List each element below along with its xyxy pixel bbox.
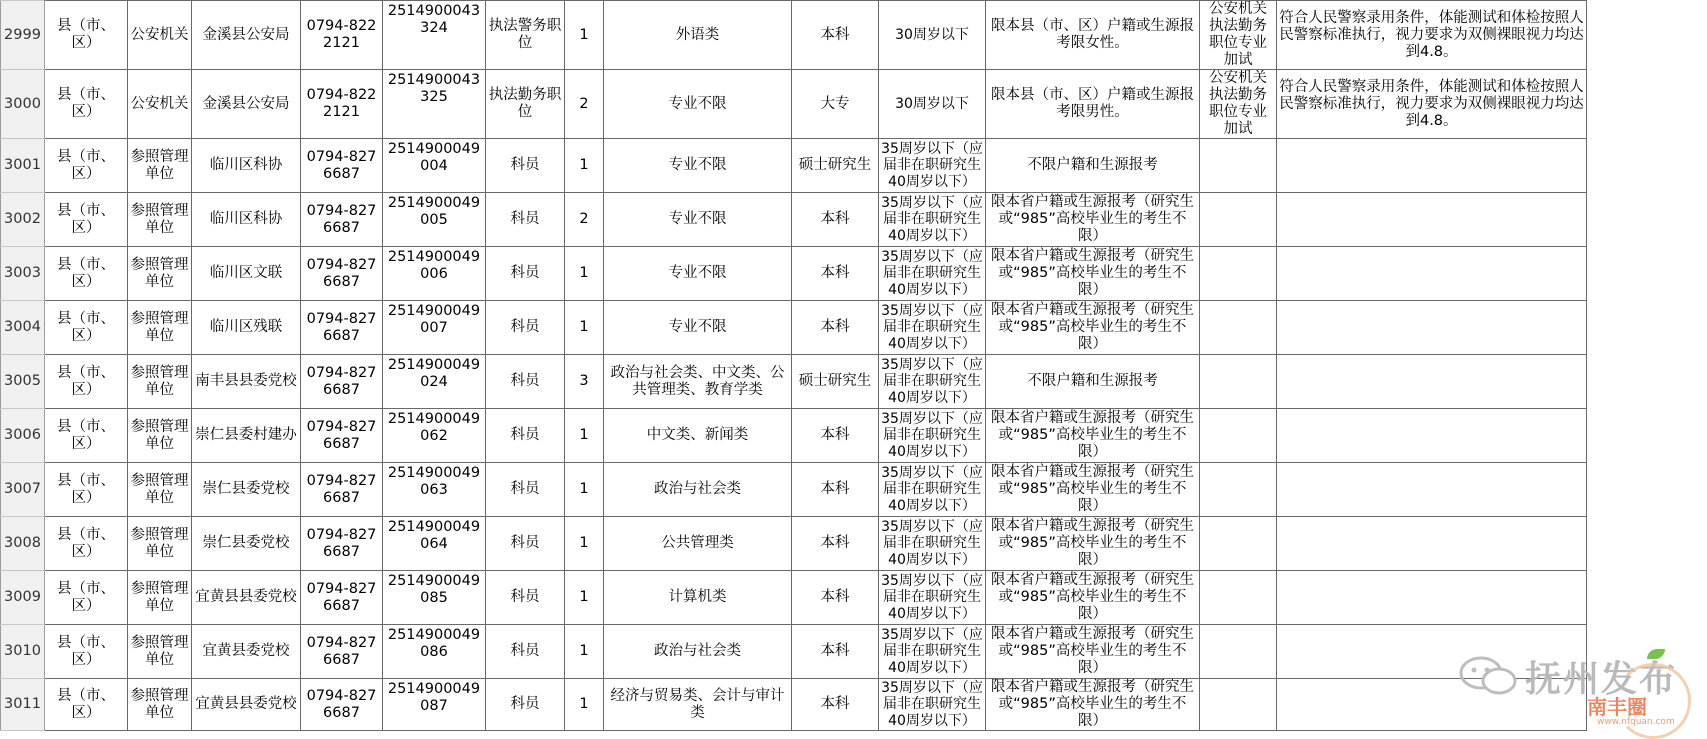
major-cell[interactable]: 专业不限 (604, 247, 792, 301)
major-cell[interactable]: 外语类 (604, 1, 792, 70)
department-cell[interactable]: 临川区科协 (192, 139, 301, 193)
education-cell[interactable]: 硕士研究生 (792, 355, 879, 409)
row-number[interactable]: 3001 (1, 139, 45, 193)
extra-test-cell[interactable] (1200, 517, 1277, 571)
unit-type-cell[interactable]: 参照管理单位 (128, 517, 192, 571)
education-cell[interactable]: 本科 (792, 571, 879, 625)
hire-count-cell[interactable]: 2 (565, 193, 604, 247)
department-cell[interactable]: 南丰县县委党校 (192, 355, 301, 409)
phone-cell[interactable]: 0794-8276687 (301, 517, 383, 571)
note-cell[interactable] (1277, 355, 1587, 409)
age-cell[interactable]: 35周岁以下（应届非在职研究生40周岁以下） (879, 247, 986, 301)
position-name-cell[interactable]: 科员 (486, 193, 565, 247)
education-cell[interactable]: 本科 (792, 679, 879, 731)
table-row[interactable] (1, 70, 1587, 139)
level-cell[interactable]: 县（市、区） (45, 355, 128, 409)
education-cell[interactable]: 本科 (792, 625, 879, 679)
extra-test-cell[interactable] (1200, 625, 1277, 679)
position-name-cell[interactable]: 科员 (486, 679, 565, 731)
department-cell[interactable]: 临川区科协 (192, 193, 301, 247)
phone-cell[interactable]: 0794-8276687 (301, 247, 383, 301)
unit-type-cell[interactable]: 参照管理单位 (128, 463, 192, 517)
department-cell[interactable]: 崇仁县委村建办 (192, 409, 301, 463)
unit-type-cell[interactable]: 公安机关 (128, 70, 192, 139)
condition-cell[interactable]: 限本省户籍或生源报考（研究生或“985”高校毕业生的考生不限） (986, 517, 1200, 571)
level-cell[interactable]: 县（市、区） (45, 409, 128, 463)
extra-test-cell[interactable] (1200, 301, 1277, 355)
extra-test-cell[interactable] (1200, 463, 1277, 517)
education-cell[interactable]: 硕士研究生 (792, 139, 879, 193)
major-cell[interactable]: 公共管理类 (604, 517, 792, 571)
note-cell[interactable] (1277, 517, 1587, 571)
phone-cell[interactable]: 0794-8222121 (301, 70, 383, 139)
condition-cell[interactable]: 不限户籍和生源报考 (986, 139, 1200, 193)
hire-count-cell[interactable]: 1 (565, 409, 604, 463)
hire-count-cell[interactable]: 1 (565, 463, 604, 517)
major-cell[interactable]: 专业不限 (604, 301, 792, 355)
age-cell[interactable]: 35周岁以下（应届非在职研究生40周岁以下） (879, 355, 986, 409)
hire-count-cell[interactable]: 2 (565, 70, 604, 139)
education-cell[interactable]: 本科 (792, 1, 879, 70)
department-cell[interactable]: 宜黄县县委党校 (192, 571, 301, 625)
position-code-cell[interactable]: 2514900043325 (383, 70, 486, 139)
unit-type-cell[interactable]: 参照管理单位 (128, 409, 192, 463)
unit-type-cell[interactable]: 参照管理单位 (128, 355, 192, 409)
note-cell[interactable]: 符合人民警察录用条件，体能测试和体检按照人民警察标准执行，视力要求为双侧裸眼视力均达到4.8。 (1277, 1, 1587, 70)
table-row[interactable] (1, 571, 1587, 625)
position-code-cell[interactable]: 2514900049006 (383, 247, 486, 301)
position-code-cell[interactable]: 2514900049024 (383, 355, 486, 409)
age-cell[interactable]: 35周岁以下（应届非在职研究生40周岁以下） (879, 517, 986, 571)
age-cell[interactable]: 30周岁以下 (879, 70, 986, 139)
condition-cell[interactable]: 限本省户籍或生源报考（研究生或“985”高校毕业生的考生不限） (986, 193, 1200, 247)
note-cell[interactable] (1277, 139, 1587, 193)
row-number[interactable]: 3009 (1, 571, 45, 625)
position-code-cell[interactable]: 2514900049063 (383, 463, 486, 517)
wechat-icon (1457, 653, 1521, 697)
position-code-cell[interactable]: 2514900049004 (383, 139, 486, 193)
condition-cell[interactable]: 限本省户籍或生源报考（研究生或“985”高校毕业生的考生不限） (986, 571, 1200, 625)
extra-test-cell[interactable] (1200, 139, 1277, 193)
age-cell[interactable]: 35周岁以下（应届非在职研究生40周岁以下） (879, 571, 986, 625)
extra-test-cell[interactable]: 公安机关执法勤务职位专业加试 (1200, 70, 1277, 139)
phone-cell[interactable]: 0794-8276687 (301, 301, 383, 355)
condition-cell[interactable]: 限本县（市、区）户籍或生源报考限女性。 (986, 1, 1200, 70)
education-cell[interactable]: 本科 (792, 301, 879, 355)
note-cell[interactable] (1277, 463, 1587, 517)
phone-cell[interactable]: 0794-8276687 (301, 463, 383, 517)
watermark-subtitle: 南丰圈 (1587, 695, 1647, 719)
department-cell[interactable]: 临川区残联 (192, 301, 301, 355)
department-cell[interactable]: 崇仁县委党校 (192, 517, 301, 571)
department-cell[interactable]: 崇仁县委党校 (192, 463, 301, 517)
row-number[interactable]: 3007 (1, 463, 45, 517)
major-cell[interactable]: 政治与社会类 (604, 463, 792, 517)
table-row[interactable] (1, 625, 1587, 679)
position-code-cell[interactable]: 2514900049005 (383, 193, 486, 247)
age-cell[interactable]: 35周岁以下（应届非在职研究生40周岁以下） (879, 625, 986, 679)
major-cell[interactable]: 专业不限 (604, 193, 792, 247)
position-name-cell[interactable]: 科员 (486, 517, 565, 571)
note-cell[interactable] (1277, 193, 1587, 247)
major-cell[interactable]: 政治与社会类 (604, 625, 792, 679)
extra-test-cell[interactable] (1200, 409, 1277, 463)
level-cell[interactable]: 县（市、区） (45, 571, 128, 625)
row-number[interactable]: 3010 (1, 625, 45, 679)
position-name-cell[interactable]: 科员 (486, 571, 565, 625)
unit-type-cell[interactable]: 参照管理单位 (128, 193, 192, 247)
level-cell[interactable]: 县（市、区） (45, 625, 128, 679)
row-number[interactable]: 3005 (1, 355, 45, 409)
position-name-cell[interactable]: 科员 (486, 139, 565, 193)
note-cell[interactable]: 符合人民警察录用条件，体能测试和体检按照人民警察标准执行，视力要求为双侧裸眼视力均达到4.8。 (1277, 70, 1587, 139)
hire-count-cell[interactable]: 1 (565, 625, 604, 679)
position-code-cell[interactable]: 2514900049085 (383, 571, 486, 625)
age-cell[interactable]: 35周岁以下（应届非在职研究生40周岁以下） (879, 139, 986, 193)
level-cell[interactable]: 县（市、区） (45, 193, 128, 247)
row-number[interactable]: 3004 (1, 301, 45, 355)
watermark-title: 抚州发布 (1525, 659, 1678, 700)
unit-type-cell[interactable]: 参照管理单位 (128, 139, 192, 193)
position-name-cell[interactable]: 科员 (486, 625, 565, 679)
phone-cell[interactable]: 0794-8276687 (301, 355, 383, 409)
table-row[interactable] (1, 409, 1587, 463)
note-cell[interactable] (1277, 247, 1587, 301)
education-cell[interactable]: 本科 (792, 463, 879, 517)
row-number[interactable]: 3003 (1, 247, 45, 301)
unit-type-cell[interactable]: 参照管理单位 (128, 301, 192, 355)
department-cell[interactable]: 宜黄县县委党校 (192, 679, 301, 731)
position-name-cell[interactable]: 科员 (486, 301, 565, 355)
hire-count-cell[interactable]: 1 (565, 1, 604, 70)
position-code-cell[interactable]: 2514900043324 (383, 1, 486, 70)
table-row[interactable] (1, 517, 1587, 571)
phone-cell[interactable]: 0794-8276687 (301, 409, 383, 463)
level-cell[interactable]: 县（市、区） (45, 463, 128, 517)
extra-test-cell[interactable] (1200, 679, 1277, 731)
age-cell[interactable]: 35周岁以下（应届非在职研究生40周岁以下） (879, 409, 986, 463)
age-cell[interactable]: 35周岁以下（应届非在职研究生40周岁以下） (879, 301, 986, 355)
age-cell[interactable]: 30周岁以下 (879, 1, 986, 70)
unit-type-cell[interactable]: 参照管理单位 (128, 625, 192, 679)
department-cell[interactable]: 金溪县公安局 (192, 70, 301, 139)
row-number[interactable]: 3002 (1, 193, 45, 247)
table-row[interactable] (1, 247, 1587, 301)
row-number[interactable]: 3000 (1, 70, 45, 139)
unit-type-cell[interactable]: 公安机关 (128, 1, 192, 70)
major-cell[interactable]: 计算机类 (604, 571, 792, 625)
level-cell[interactable]: 县（市、区） (45, 247, 128, 301)
condition-cell[interactable]: 限本县（市、区）户籍或生源报考限男性。 (986, 70, 1200, 139)
phone-cell[interactable]: 0794-8276687 (301, 193, 383, 247)
note-cell[interactable] (1277, 301, 1587, 355)
note-cell[interactable] (1277, 409, 1587, 463)
education-cell[interactable]: 本科 (792, 517, 879, 571)
phone-cell[interactable]: 0794-8276687 (301, 571, 383, 625)
extra-test-cell[interactable] (1200, 193, 1277, 247)
position-code-cell[interactable]: 2514900049086 (383, 625, 486, 679)
education-cell[interactable]: 本科 (792, 247, 879, 301)
watermark-logo (1449, 641, 1689, 733)
department-cell[interactable]: 宜黄县委党校 (192, 625, 301, 679)
major-cell[interactable]: 经济与贸易类、会计与审计类 (604, 679, 792, 731)
unit-type-cell[interactable]: 参照管理单位 (128, 247, 192, 301)
row-number[interactable]: 3008 (1, 517, 45, 571)
position-name-cell[interactable]: 执法警务职位 (486, 1, 565, 70)
age-cell[interactable]: 35周岁以下（应届非在职研究生40周岁以下） (879, 679, 986, 731)
major-cell[interactable]: 专业不限 (604, 139, 792, 193)
row-number[interactable]: 2999 (1, 1, 45, 70)
phone-cell[interactable]: 0794-8276687 (301, 139, 383, 193)
position-code-cell[interactable]: 2514900049087 (383, 679, 486, 731)
table-row[interactable] (1, 193, 1587, 247)
table-row[interactable] (1, 1, 1587, 70)
level-cell[interactable]: 县（市、区） (45, 70, 128, 139)
phone-cell[interactable]: 0794-8276687 (301, 679, 383, 731)
table-row[interactable] (1, 463, 1587, 517)
level-cell[interactable]: 县（市、区） (45, 1, 128, 70)
hire-count-cell[interactable]: 1 (565, 517, 604, 571)
table-row[interactable] (1, 355, 1587, 409)
age-cell[interactable]: 35周岁以下（应届非在职研究生40周岁以下） (879, 193, 986, 247)
table-row[interactable] (1, 679, 1587, 731)
hire-count-cell[interactable]: 1 (565, 679, 604, 731)
level-cell[interactable]: 县（市、区） (45, 517, 128, 571)
position-code-cell[interactable]: 2514900049062 (383, 409, 486, 463)
hire-count-cell[interactable]: 3 (565, 355, 604, 409)
level-cell[interactable]: 县（市、区） (45, 139, 128, 193)
watermark-url: www.nfquan.com (1597, 717, 1675, 727)
extra-test-cell[interactable] (1200, 355, 1277, 409)
phone-cell[interactable]: 0794-8222121 (301, 1, 383, 70)
condition-cell[interactable]: 限本省户籍或生源报考（研究生或“985”高校毕业生的考生不限） (986, 409, 1200, 463)
department-cell[interactable]: 金溪县公安局 (192, 1, 301, 70)
major-cell[interactable]: 中文类、新闻类 (604, 409, 792, 463)
position-name-cell[interactable]: 执法勤务职位 (486, 70, 565, 139)
condition-cell[interactable]: 限本省户籍或生源报考（研究生或“985”高校毕业生的考生不限） (986, 301, 1200, 355)
table-row[interactable] (1, 301, 1587, 355)
condition-cell[interactable]: 限本省户籍或生源报考（研究生或“985”高校毕业生的考生不限） (986, 463, 1200, 517)
level-cell[interactable]: 县（市、区） (45, 301, 128, 355)
hire-count-cell[interactable]: 1 (565, 301, 604, 355)
phone-cell[interactable]: 0794-8276687 (301, 625, 383, 679)
condition-cell[interactable]: 限本省户籍或生源报考（研究生或“985”高校毕业生的考生不限） (986, 679, 1200, 731)
note-cell[interactable] (1277, 571, 1587, 625)
age-cell[interactable]: 35周岁以下（应届非在职研究生40周岁以下） (879, 463, 986, 517)
education-cell[interactable]: 本科 (792, 409, 879, 463)
hire-count-cell[interactable]: 1 (565, 247, 604, 301)
condition-cell[interactable]: 限本省户籍或生源报考（研究生或“985”高校毕业生的考生不限） (986, 625, 1200, 679)
row-number[interactable]: 3011 (1, 679, 45, 731)
extra-test-cell[interactable]: 公安机关执法勤务职位专业加试 (1200, 1, 1277, 70)
position-code-cell[interactable]: 2514900049007 (383, 301, 486, 355)
department-cell[interactable]: 临川区文联 (192, 247, 301, 301)
extra-test-cell[interactable] (1200, 247, 1277, 301)
education-cell[interactable]: 本科 (792, 193, 879, 247)
row-number[interactable]: 3006 (1, 409, 45, 463)
condition-cell[interactable]: 不限户籍和生源报考 (986, 355, 1200, 409)
position-name-cell[interactable]: 科员 (486, 463, 565, 517)
position-code-cell[interactable]: 2514900049064 (383, 517, 486, 571)
level-cell[interactable]: 县（市、区） (45, 679, 128, 731)
position-name-cell[interactable]: 科员 (486, 355, 565, 409)
position-name-cell[interactable]: 科员 (486, 247, 565, 301)
hire-count-cell[interactable]: 1 (565, 571, 604, 625)
major-cell[interactable]: 专业不限 (604, 70, 792, 139)
condition-cell[interactable]: 限本省户籍或生源报考（研究生或“985”高校毕业生的考生不限） (986, 247, 1200, 301)
unit-type-cell[interactable]: 参照管理单位 (128, 679, 192, 731)
major-cell[interactable]: 政治与社会类、中文类、公共管理类、教育学类 (604, 355, 792, 409)
position-name-cell[interactable]: 科员 (486, 409, 565, 463)
extra-test-cell[interactable] (1200, 571, 1277, 625)
table-row[interactable] (1, 139, 1587, 193)
education-cell[interactable]: 大专 (792, 70, 879, 139)
hire-count-cell[interactable]: 1 (565, 139, 604, 193)
unit-type-cell[interactable]: 参照管理单位 (128, 571, 192, 625)
